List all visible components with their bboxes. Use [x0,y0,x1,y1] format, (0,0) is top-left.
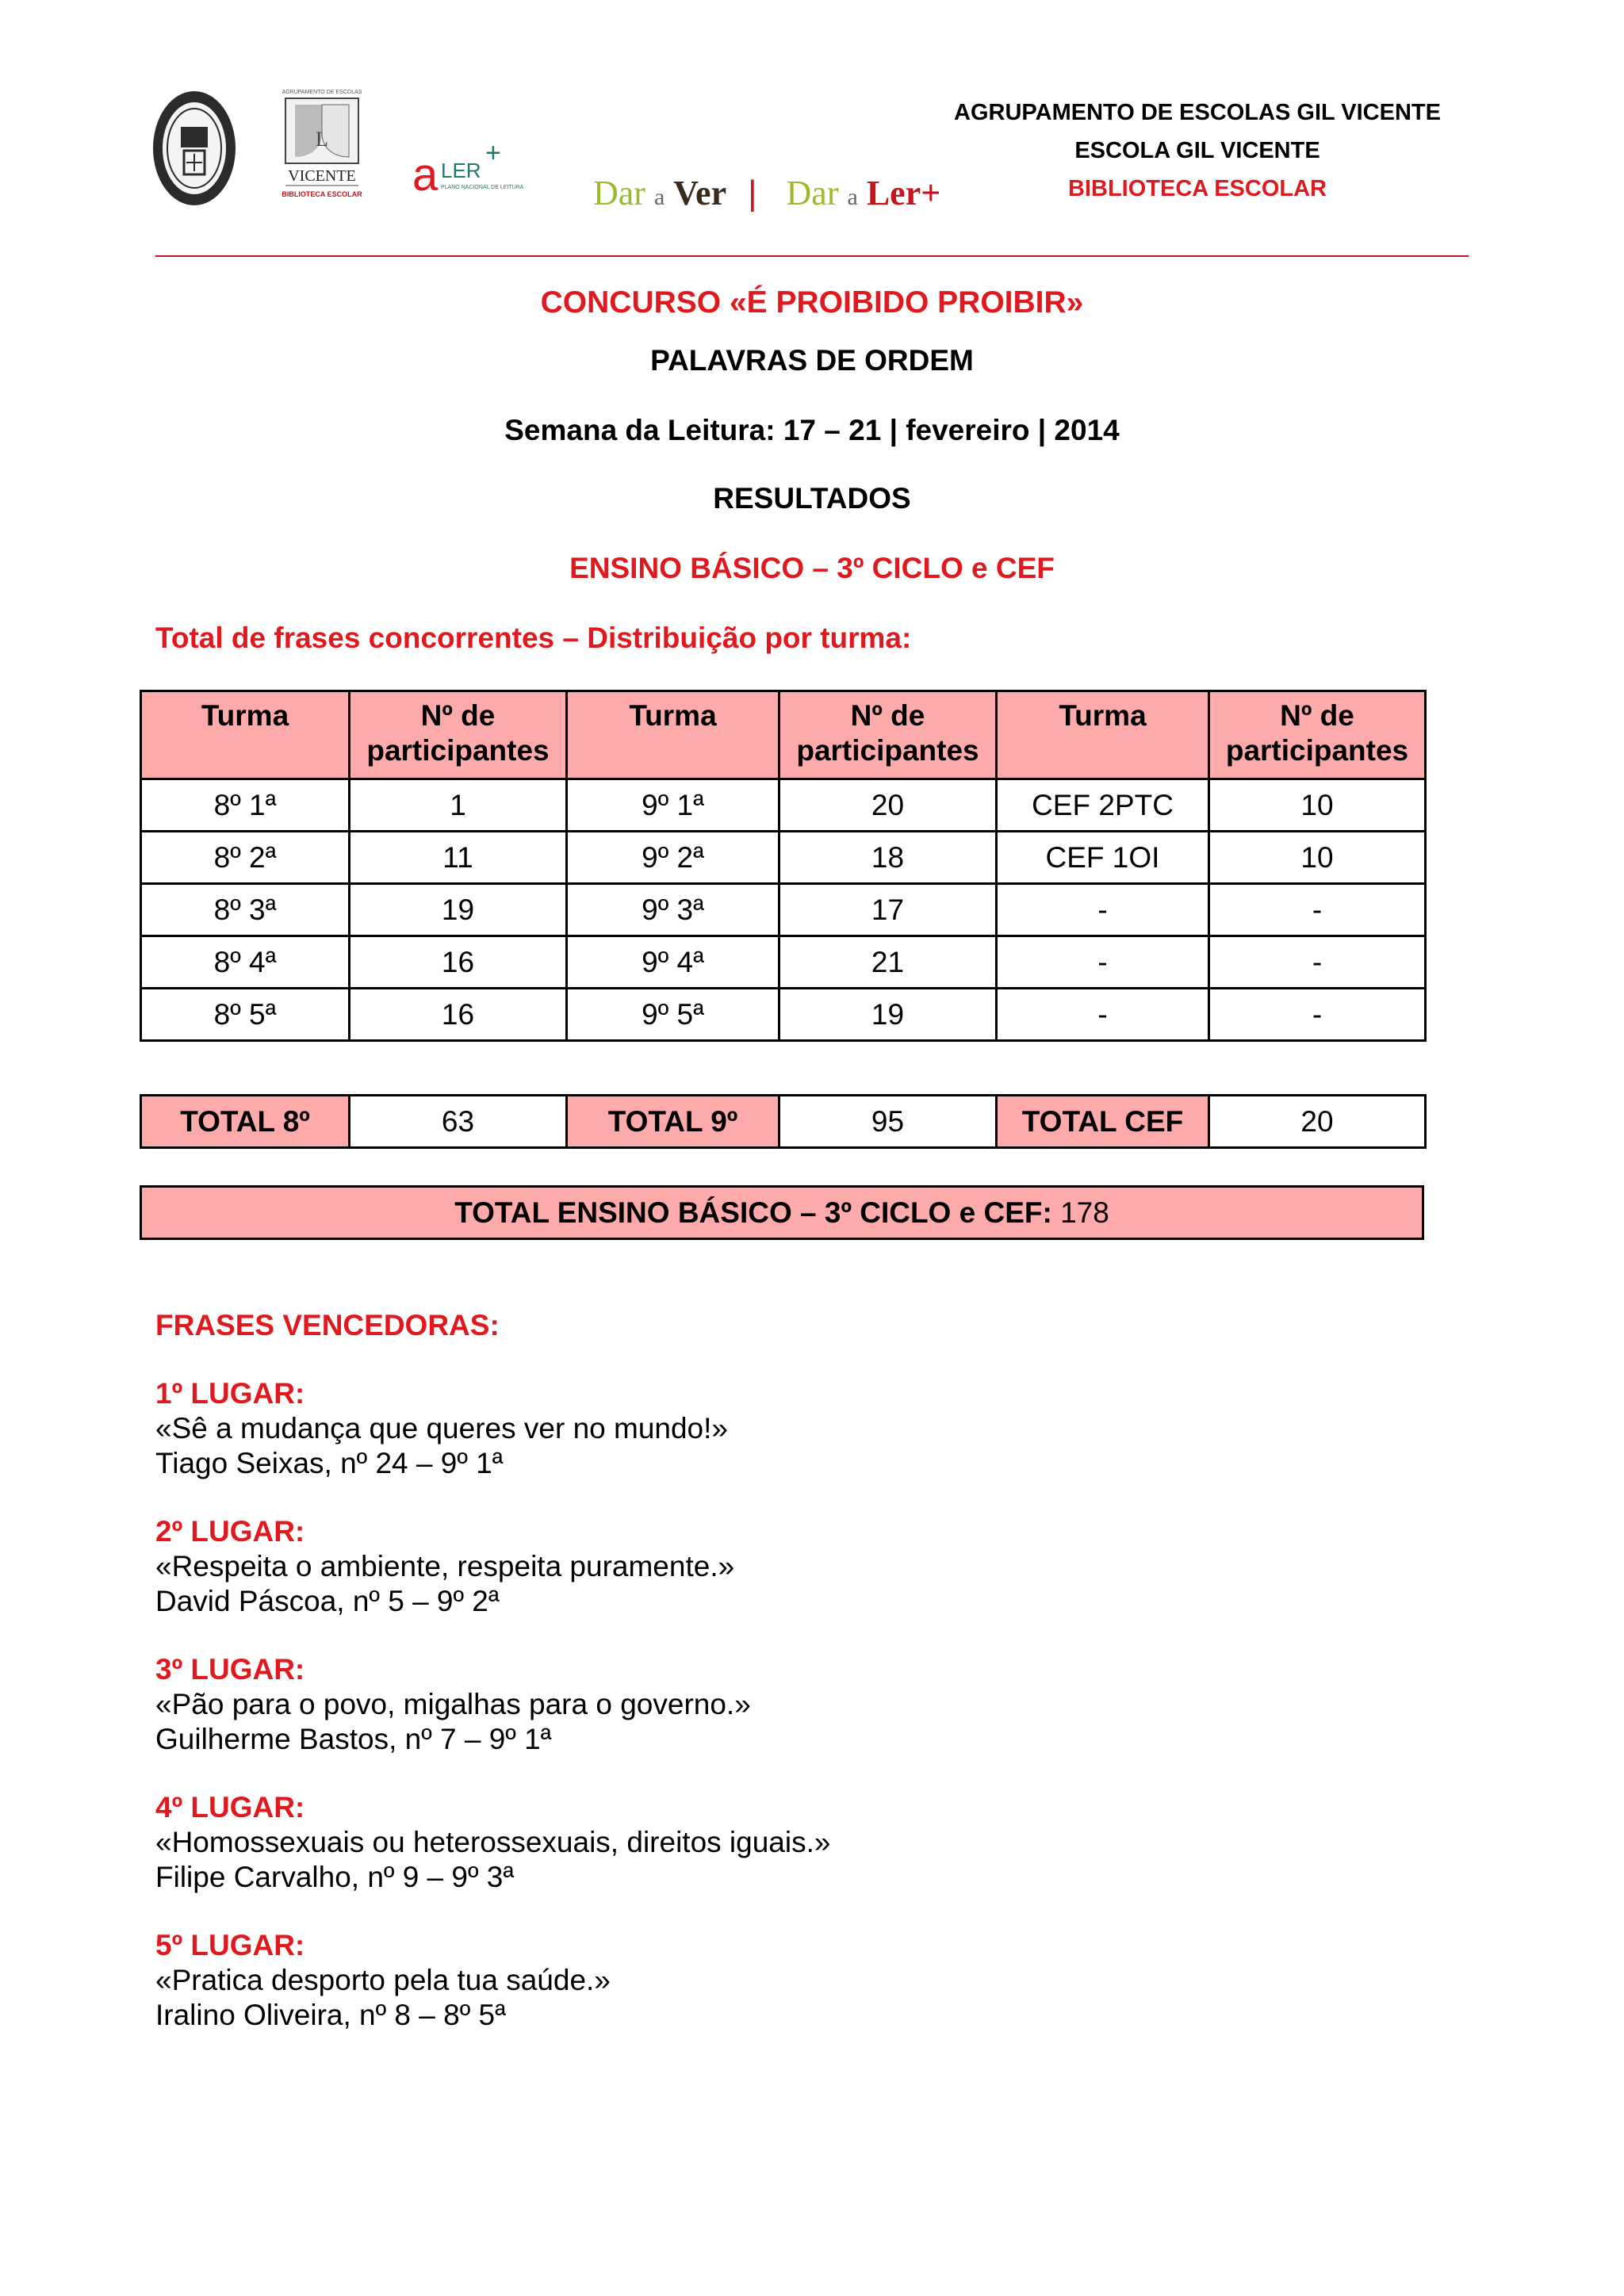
totals-table [140,1094,1427,1149]
winning-phrase: «Pão para o povo, migalhas para o governo.» [155,1688,751,1720]
table-cell: 19 [779,989,997,1041]
table-row [141,989,1426,1041]
table-row [141,884,1426,936]
slogan-dar: Dar [593,174,645,212]
table-cell: 9º 4ª [567,936,779,989]
table-cell: 10 [1209,779,1426,832]
winner-author: Filipe Carvalho, nº 9 – 9º 3ª [155,1861,515,1893]
winner-entry [155,1652,1503,1757]
table-cell: 11 [350,832,567,884]
table-cell: 8º 2ª [141,832,350,884]
contest-subtitle: PALAVRAS DE ORDEM [650,344,974,377]
total-9-value: 95 [779,1096,997,1148]
slogan-dar-2: Dar [786,174,839,212]
table-cell: CEF 1OI [997,832,1209,884]
place-label: 1º LUGAR: [155,1377,305,1410]
winning-phrase: «Homossexuais ou heterossexuais, direitos iguais.» [155,1826,831,1858]
winning-phrase: «Pratica desporto pela tua saúde.» [155,1964,611,1996]
grand-total-row [141,1187,1423,1239]
gv-logo-sub-text: BIBLIOTECA ESCOLAR [282,190,362,198]
winning-phrase: «Respeita o ambiente, respeita puramente.» [155,1550,735,1582]
results-heading: RESULTADOS [713,482,911,515]
table-cell: 19 [350,884,567,936]
winner-entry [155,1928,1503,2033]
header-divider [155,255,1469,257]
winning-phrase: «Sê a mudança que queres ver no mundo!» [155,1412,728,1445]
grand-total-cell [141,1187,1423,1239]
distribution-heading: Total de frases concorrentes – Distribuição por turma: [155,622,912,654]
dar-a-ver-slogan [593,173,940,213]
place-label: 5º LUGAR: [155,1929,305,1961]
org-header [920,94,1475,208]
column-header: Nº de participantes [779,691,997,779]
gv-logo-top-text: AGRUPAMENTO DE ESCOLAS [282,90,362,95]
table-cell: 8º 4ª [141,936,350,989]
education-level-heading: ENSINO BÁSICO – 3º CICLO e CEF [569,552,1055,584]
table-cell: - [997,989,1209,1041]
gil-vicente-library-logo [278,87,366,206]
table-cell: 9º 2ª [567,832,779,884]
org-line-agrupamento: AGRUPAMENTO DE ESCOLAS GIL VICENTE [954,100,1441,125]
place-label: 2º LUGAR: [155,1515,305,1548]
winners-heading: FRASES VENCEDORAS: [155,1309,500,1341]
column-header: Turma [997,691,1209,779]
table-cell: 16 [350,936,567,989]
winner-author: Iralino Oliveira, nº 8 – 8º 5ª [155,1999,506,2031]
reading-week-dates: Semana da Leitura: 17 – 21 | fevereiro | 2014 [504,414,1120,446]
table-cell: 9º 1ª [567,779,779,832]
table-cell: 9º 5ª [567,989,779,1041]
svg-text:L: L [316,128,328,151]
contest-title: CONCURSO «É PROIBIDO PROIBIR» [540,285,1084,320]
table-cell: 8º 3ª [141,884,350,936]
place-label: 3º LUGAR: [155,1653,305,1686]
participants-table [140,690,1427,1042]
total-8-value: 63 [350,1096,567,1148]
table-cell: - [1209,989,1426,1041]
winner-entry [155,1514,1503,1619]
total-cef-value: 20 [1209,1096,1426,1148]
winner-entry [155,1376,1503,1481]
table-header-row [141,691,1426,779]
table-cell: 1 [350,779,567,832]
table-row [141,779,1426,832]
slogan-a: a [653,184,665,210]
school-seal-logo [151,89,238,208]
table-cell: 8º 1ª [141,779,350,832]
grand-total-value: 178 [1060,1196,1109,1229]
table-cell: - [997,936,1209,989]
org-line-escola: ESCOLA GIL VICENTE [1074,138,1320,163]
slogan-separator: | [748,174,757,212]
winner-author: David Páscoa, nº 5 – 9º 2ª [155,1585,500,1617]
winning-phrases [155,1308,1503,2066]
gv-logo-name-text: VICENTE [288,167,356,185]
grand-total-label: TOTAL ENSINO BÁSICO – 3º CICLO e CEF: [454,1196,1052,1229]
aler-sub-text: PLANO NACIONAL DE LEITURA [441,185,523,190]
table-cell: 17 [779,884,997,936]
total-9-label: TOTAL 9º [567,1096,779,1148]
slogan-ler-plus: Ler+ [866,174,941,212]
table-cell: 18 [779,832,997,884]
a-ler-plus-logo [412,143,523,210]
winner-author: Tiago Seixas, nº 24 – 9º 1ª [155,1447,504,1479]
totals-row [141,1096,1426,1148]
total-8-label: TOTAL 8º [141,1096,350,1148]
column-header: Turma [141,691,350,779]
table-cell: 8º 5ª [141,989,350,1041]
org-line-biblioteca: BIBLIOTECA ESCOLAR [1068,176,1327,201]
table-cell: 9º 3ª [567,884,779,936]
svg-text:+: + [485,143,501,168]
table-cell: 20 [779,779,997,832]
column-header: Turma [567,691,779,779]
slogan-a-2: a [847,184,858,210]
svg-text:a: a [412,149,439,201]
winner-author: Guilherme Bastos, nº 7 – 9º 1ª [155,1723,552,1755]
column-header: Nº de participantes [1209,691,1426,779]
total-cef-label: TOTAL CEF [997,1096,1209,1148]
table-cell: 16 [350,989,567,1041]
table-cell: - [1209,884,1426,936]
aler-main-text: LER [441,159,481,182]
table-cell: - [1209,936,1426,989]
table-cell: CEF 2PTC [997,779,1209,832]
place-label: 4º LUGAR: [155,1791,305,1823]
table-row [141,936,1426,989]
table-cell: 21 [779,936,997,989]
slogan-ver: Ver [673,174,727,212]
table-row [141,832,1426,884]
column-header: Nº de participantes [350,691,567,779]
grand-total-table [140,1185,1424,1240]
winner-entry [155,1790,1503,1895]
table-cell: 10 [1209,832,1426,884]
table-cell: - [997,884,1209,936]
